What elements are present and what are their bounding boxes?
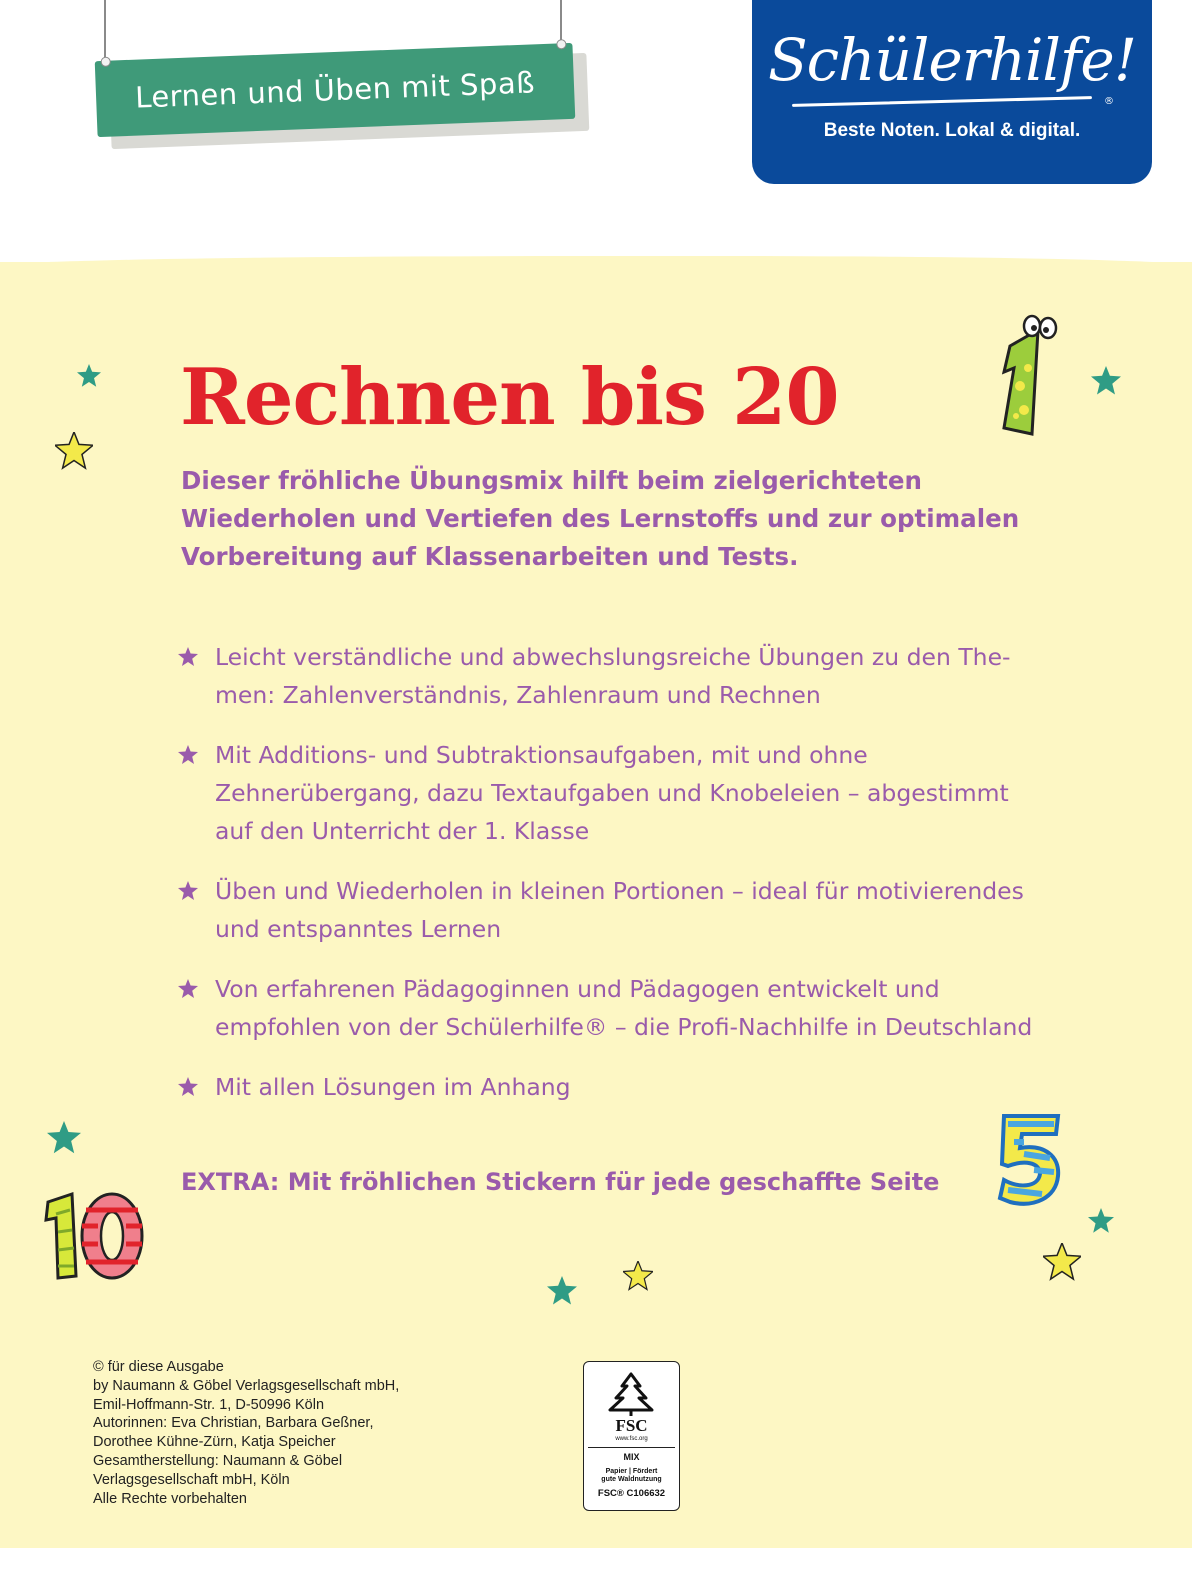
feature-line: men: Zahlenverständnis, Zahlenraum und Rechnen bbox=[215, 681, 821, 709]
yellow-star-icon bbox=[623, 1261, 653, 1291]
star-bullet-icon bbox=[178, 979, 198, 999]
fsc-name: FSC bbox=[615, 1416, 648, 1435]
feature-line: empfohlen von der Schülerhilfe® – die Profi-Nachhilfe in Deutschland bbox=[215, 1013, 1033, 1041]
fsc-label bbox=[583, 1361, 680, 1511]
imprint-line: © für diese Ausgabe bbox=[93, 1359, 224, 1375]
feature-line: Leicht verständliche und abwechslungsreiche Übungen zu den The- bbox=[215, 643, 1011, 671]
star-bullet-icon bbox=[178, 881, 198, 901]
brand-logo-text: Schülerhilfe! bbox=[767, 26, 1137, 94]
imprint-line: Alle Rechte vorbehalten bbox=[93, 1490, 247, 1507]
brand-tagline: Beste Noten. Lokal & digital. bbox=[823, 120, 1081, 141]
intro-paragraph bbox=[181, 462, 1081, 576]
feature-line: auf den Unterricht der 1. Klasse bbox=[215, 817, 590, 845]
imprint-line: Emil-Hoffmann-Str. 1, D-50996 Köln bbox=[93, 1396, 325, 1413]
fsc-paper-line: Papier | Fördert bbox=[605, 1468, 658, 1475]
extra-note: EXTRA: Mit fröhlichen Stickern für jede geschaffte Seite bbox=[181, 1168, 940, 1196]
fsc-mix-label: MIX bbox=[588, 1447, 675, 1462]
feature-item bbox=[178, 1068, 1088, 1106]
feature-line: Mit Additions- und Subtraktionsaufgaben, mit und ohne bbox=[215, 741, 868, 769]
feature-list bbox=[178, 638, 1088, 1128]
imprint-block bbox=[93, 1358, 399, 1508]
feature-item bbox=[178, 736, 1088, 850]
teal-star-icon bbox=[1088, 1208, 1114, 1234]
page-title: Rechnen bis 20 bbox=[180, 352, 839, 443]
bottom-white-strip bbox=[0, 1548, 1192, 1586]
feature-line: Üben und Wiederholen in kleinen Portionen – ideal für motivierendes bbox=[215, 877, 1024, 905]
teal-star-icon bbox=[77, 364, 101, 388]
imprint-line: by Naumann & Göbel Verlagsgesellschaft mbH, bbox=[93, 1377, 400, 1394]
brand-registered-mark: ® bbox=[1104, 96, 1114, 107]
feature-line: Zehnerübergang, dazu Textaufgaben und Knobeleien – abgestimmt bbox=[215, 779, 1009, 807]
brand-underline bbox=[792, 96, 1092, 107]
star-bullet-icon bbox=[178, 745, 198, 765]
feature-line: Mit allen Lösungen im Anhang bbox=[215, 1073, 571, 1101]
imprint-line: Verlagsgesellschaft mbH, Köln bbox=[93, 1471, 290, 1488]
sign-nail-left bbox=[101, 57, 111, 67]
feature-item bbox=[178, 970, 1088, 1046]
intro-line: Dieser fröhliche Übungsmix hilft beim zielgerichteten bbox=[181, 466, 922, 495]
fsc-tree-icon bbox=[602, 1370, 660, 1416]
sign-nail-right bbox=[556, 39, 566, 49]
fsc-code: FSC® C106632 bbox=[597, 1488, 666, 1499]
fsc-paper-line: gute Waldnutzung bbox=[601, 1476, 662, 1483]
yellow-star-icon bbox=[1043, 1243, 1081, 1281]
sign-text: Lernen und Üben mit Spaß bbox=[134, 65, 536, 115]
number-one-sticker-icon bbox=[992, 312, 1064, 438]
number-five-sticker-icon bbox=[994, 1112, 1064, 1208]
teal-star-icon bbox=[547, 1276, 577, 1306]
imprint-line: Autorinnen: Eva Christian, Barbara Geßner, bbox=[93, 1415, 374, 1432]
intro-line: Vorbereitung auf Klassenarbeiten und Tests. bbox=[181, 542, 799, 571]
brand-logo-box bbox=[752, 0, 1152, 184]
feature-item bbox=[178, 638, 1088, 714]
fsc-url: www.fsc.org bbox=[615, 1436, 648, 1442]
feature-item bbox=[178, 872, 1088, 948]
imprint-line: Dorothee Kühne-Zürn, Katja Speicher bbox=[93, 1434, 336, 1451]
intro-line: Wiederholen und Vertiefen des Lernstoffs und zur optimalen bbox=[181, 504, 1020, 533]
imprint-line: Gesamtherstellung: Naumann & Göbel bbox=[93, 1452, 343, 1469]
star-bullet-icon bbox=[178, 1077, 198, 1097]
fsc-paper-text bbox=[586, 1468, 677, 1484]
star-bullet-icon bbox=[178, 647, 198, 667]
teal-star-icon bbox=[1091, 366, 1121, 396]
number-ten-sticker-icon bbox=[42, 1188, 146, 1284]
feature-line: Von erfahrenen Pädagoginnen und Pädagogen entwickelt und bbox=[215, 975, 940, 1003]
yellow-star-icon bbox=[55, 432, 93, 470]
feature-line: und entspanntes Lernen bbox=[215, 915, 502, 943]
teal-star-icon bbox=[47, 1121, 81, 1155]
